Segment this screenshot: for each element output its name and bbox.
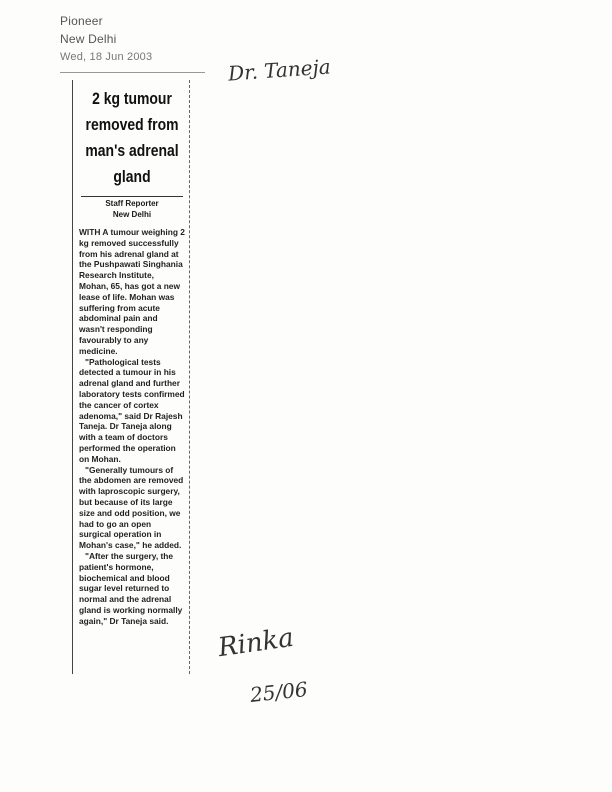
article-paragraph: WITH A tumour weighing 2 kg removed successfully from his adrenal gland at the Pushpawati Singhania Research Institute, Mohan, 65, has got a new lease of life. Mohan was suffering from acute abdominal pain and wasn't responding favourably to any medicine.	[79, 227, 185, 356]
article-headline: 2 kg tumour removed from man's adrenal gland	[85, 89, 179, 186]
handwritten-signature: Rinka	[216, 622, 296, 664]
article-paragraph: "Pathological tests detected a tumour in his adrenal gland and further laboratory tests confirmed the cancer of cortex adenoma," said Dr Rajesh Taneja. Dr Taneja along with a team of doctors performed the operation on Mohan.	[79, 356, 185, 464]
article-body	[79, 227, 185, 626]
handwritten-signature-date: 25/06	[248, 677, 309, 707]
headline-divider	[81, 196, 183, 197]
publication-date: Wed, 18 Jun 2003	[60, 51, 153, 63]
header-divider	[60, 72, 205, 73]
newspaper-clipping	[72, 80, 190, 674]
clipping-header	[60, 12, 152, 66]
article-paragraph: "After the surgery, the patient's hormone, biochemical and blood sugar level returned to normal and the adrenal gland is working normally again," Dr Taneja said.	[79, 550, 183, 626]
publication-city: New Delhi	[60, 32, 117, 46]
publication-name: Pioneer	[60, 14, 103, 28]
article-paragraph: "Generally tumours of the abdomen are removed with laproscopic surgery, but because of its large size and odd position, we had to go an open surgical operation in Mohan's case," he added.	[79, 464, 184, 551]
handwritten-note: Dr. Taneja	[227, 54, 332, 86]
article-dateline: New Delhi	[112, 210, 152, 219]
article-byline: Staff Reporter	[105, 199, 159, 208]
